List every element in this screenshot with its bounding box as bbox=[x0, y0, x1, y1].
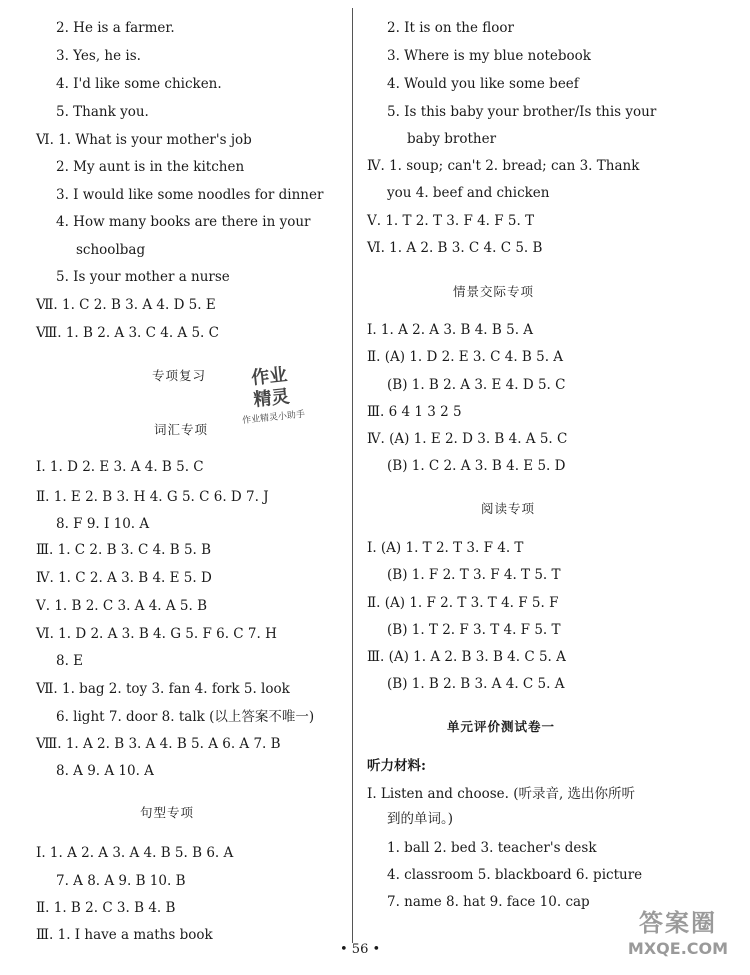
answer-line: 4. Would you like some beef bbox=[387, 76, 579, 92]
answer-line: Ⅶ. 1. C 2. B 3. A 4. D 5. E bbox=[36, 297, 216, 313]
answer-line: 4. classroom 5. blackboard 6. picture bbox=[387, 867, 643, 883]
page-number: • 56 • bbox=[340, 942, 381, 957]
column-divider bbox=[352, 8, 353, 943]
answer-line: 7. name 8. hat 9. face 10. cap bbox=[387, 894, 590, 910]
answer-line: you 4. beef and chicken bbox=[387, 185, 550, 201]
answer-line: Ⅲ. 6 4 1 3 2 5 bbox=[367, 404, 462, 420]
answer-line: Ⅱ. (A) 1. D 2. E 3. C 4. B 5. A bbox=[367, 349, 564, 365]
answer-line: Ⅰ. 1. D 2. E 3. A 4. B 5. C bbox=[36, 459, 204, 475]
answer-line: 5. Is this baby your brother/Is this your bbox=[387, 104, 657, 120]
answer-line: 3. Where is my blue notebook bbox=[387, 48, 591, 64]
answer-line: (B) 1. B 2. A 3. E 4. D 5. C bbox=[387, 377, 566, 393]
answer-line: Ⅳ. 1. C 2. A 3. B 4. E 5. D bbox=[36, 570, 212, 586]
answer-line: Ⅴ. 1. T 2. T 3. F 4. F 5. T bbox=[367, 213, 535, 229]
answer-line: schoolbag bbox=[76, 242, 146, 258]
homework-stamp bbox=[206, 360, 341, 465]
answer-line: 2. He is a farmer. bbox=[56, 20, 175, 36]
answer-line: Ⅰ. 1. A 2. A 3. A 4. B 5. B 6. A bbox=[36, 845, 234, 861]
answer-line: 8. E bbox=[56, 653, 84, 669]
answer-line: Ⅱ. 1. E 2. B 3. H 4. G 5. C 6. D 7. J bbox=[36, 489, 269, 505]
stamp-line: 作业精灵小助手 bbox=[241, 409, 306, 427]
section-heading: 阅读专项 bbox=[481, 501, 536, 516]
answer-line: 2. It is on the floor bbox=[387, 20, 514, 36]
answer-line: Ⅵ. 1. D 2. A 3. B 4. G 5. F 6. C 7. H bbox=[36, 626, 277, 642]
section-heading: 句型专项 bbox=[140, 805, 195, 820]
listening-heading: 听力材料: bbox=[367, 758, 426, 774]
answer-line: Ⅲ. 1. C 2. B 3. C 4. B 5. B bbox=[36, 542, 212, 558]
answer-line: Ⅲ. 1. I have a maths book bbox=[36, 927, 213, 943]
answer-line: 2. My aunt is in the kitchen bbox=[56, 159, 245, 175]
section-heading: 单元评价测试卷一 bbox=[447, 719, 556, 734]
answer-line: Ⅱ. 1. B 2. C 3. B 4. B bbox=[36, 900, 176, 916]
answer-line: Ⅴ. 1. B 2. C 3. A 4. A 5. B bbox=[36, 598, 208, 614]
stamp-line: 作业 bbox=[250, 364, 289, 390]
answer-line: (B) 1. T 2. F 3. T 4. F 5. T bbox=[387, 622, 561, 638]
answer-line: 3. I would like some noodles for dinner bbox=[56, 187, 324, 203]
answer-line: Ⅷ. 1. B 2. A 3. C 4. A 5. C bbox=[36, 325, 219, 341]
answer-line: Ⅱ. (A) 1. F 2. T 3. T 4. F 5. F bbox=[367, 595, 559, 611]
watermark-line: MXQE.COM bbox=[627, 939, 729, 958]
answer-line: Ⅷ. 1. A 2. B 3. A 4. B 5. A 6. A 7. B bbox=[36, 736, 281, 752]
answer-line: Ⅰ. 1. A 2. A 3. B 4. B 5. A bbox=[367, 322, 534, 338]
answer-line: 8. A 9. A 10. A bbox=[56, 763, 154, 779]
answer-line: Ⅶ. 1. bag 2. toy 3. fan 4. fork 5. look bbox=[36, 681, 290, 697]
answer-line: baby brother bbox=[407, 131, 497, 147]
answer-line: Ⅰ. (A) 1. T 2. T 3. F 4. T bbox=[367, 540, 524, 556]
answer-line: Ⅳ. 1. soup; can't 2. bread; can 3. Thank bbox=[367, 158, 640, 174]
answer-line: 5. Is your mother a nurse bbox=[56, 269, 230, 285]
site-watermark bbox=[612, 908, 744, 972]
answer-line: 4. I'd like some chicken. bbox=[56, 76, 222, 92]
answer-line: 到的单词。) bbox=[387, 811, 454, 827]
section-heading: 词汇专项 bbox=[154, 422, 209, 437]
answer-line: 7. A 8. A 9. B 10. B bbox=[56, 873, 186, 889]
answer-line: 5. Thank you. bbox=[56, 104, 149, 120]
answer-line: (B) 1. F 2. T 3. F 4. T 5. T bbox=[387, 567, 561, 583]
section-heading: 专项复习 bbox=[152, 368, 207, 383]
answer-line: 8. F 9. I 10. A bbox=[56, 516, 150, 532]
answer-line: Ⅲ. (A) 1. A 2. B 3. B 4. C 5. A bbox=[367, 649, 566, 665]
answer-line: 4. How many books are there in your bbox=[56, 214, 311, 230]
section-heading: 情景交际专项 bbox=[453, 284, 535, 299]
answer-line: Ⅵ. 1. What is your mother's job bbox=[36, 132, 252, 148]
answer-line: 1. ball 2. bed 3. teacher's desk bbox=[387, 840, 597, 856]
answer-line: Ⅳ. (A) 1. E 2. D 3. B 4. A 5. C bbox=[367, 431, 568, 447]
answer-line: Ⅵ. 1. A 2. B 3. C 4. C 5. B bbox=[367, 240, 543, 256]
answer-line: (B) 1. C 2. A 3. B 4. E 5. D bbox=[387, 458, 566, 474]
answer-line: (B) 1. B 2. B 3. A 4. C 5. A bbox=[387, 676, 565, 692]
stamp-line: 精灵 bbox=[252, 386, 291, 411]
answer-line: 3. Yes, he is. bbox=[56, 48, 141, 64]
answer-line: Ⅰ. Listen and choose. (听录音, 选出你所听 bbox=[367, 786, 636, 802]
answer-line: 6. light 7. door 8. talk (以上答案不唯一) bbox=[56, 709, 315, 725]
watermark-line: 答案圈 bbox=[639, 909, 717, 937]
